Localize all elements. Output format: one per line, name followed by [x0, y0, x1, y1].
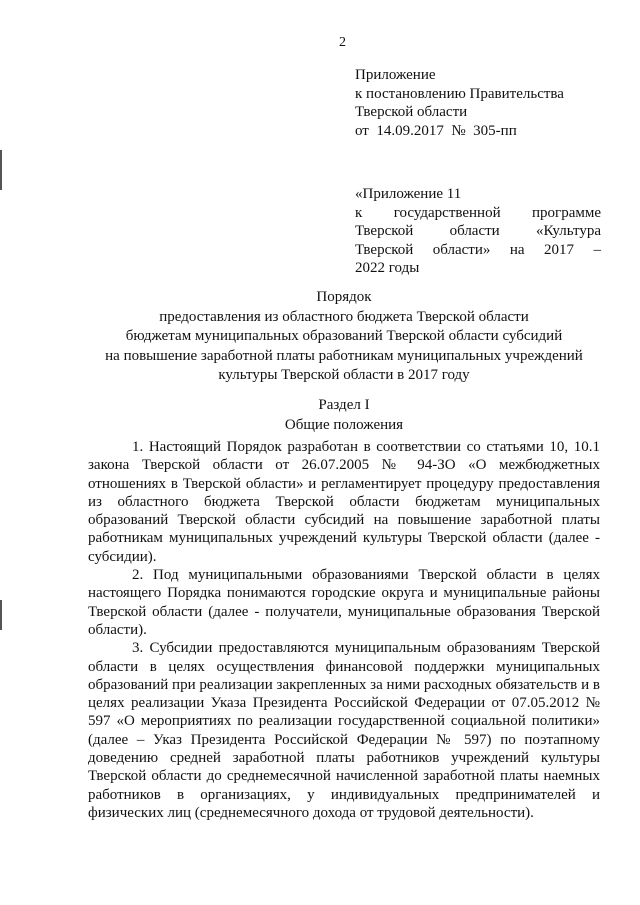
title-heading: Порядок — [316, 289, 372, 305]
section-name: Общие положения — [284, 416, 404, 433]
section-heading — [84, 396, 604, 435]
program-attachment-line: «Приложение 11 — [355, 186, 462, 202]
program-attachment-line: Тверской области» на 2017 – — [355, 241, 601, 258]
attachment-block — [355, 66, 601, 140]
section-number: Раздел I — [318, 397, 370, 413]
program-attachment-line: к государственной программе — [355, 204, 601, 221]
paragraph: 1. Настоящий Порядок разработан в соответствии со статьями 10, 10.1 закона Тверской области от 26.07.2005 № 94-ЗО «О межбюджетных отношениях в Тверской области» и регламентирует процедуру предоставления из областного бюджета Тверской области бюджетам муниципальных образований Тверской области субсидий на повышение заработной платы работникам муниципальных учреждений культуры Тверской области (далее - субсидии). — [88, 439, 600, 565]
document-body — [88, 438, 600, 822]
scan-edge-mark — [0, 600, 2, 630]
title-line: культуры Тверской области в 2017 году — [218, 367, 470, 383]
page-number: 2 — [339, 35, 346, 50]
paragraph: 2. Под муниципальными образованиями Тверской области в целях настоящего Порядка понимаются городские округа и муниципальные районы Тверской области (далее - получатели, муниципальные образования Тверской области). — [88, 567, 600, 638]
program-attachment-line: Тверской области «Культура — [355, 223, 601, 239]
title-line: предоставления из областного бюджета Тверской области — [159, 308, 529, 325]
title-line: на повышение заработной платы работникам муниципальных учреждений — [105, 347, 583, 364]
program-attachment-line: 2022 годы — [355, 260, 420, 276]
document-title — [84, 288, 604, 386]
attachment-line: Тверской области — [355, 104, 468, 120]
program-attachment-block — [355, 185, 601, 278]
attachment-line: Приложение — [355, 67, 436, 83]
scan-edge-mark — [0, 150, 2, 190]
attachment-line: к постановлению Правительства — [355, 85, 564, 102]
title-line: бюджетам муниципальных образований Тверской области субсидий — [125, 328, 563, 344]
attachment-line: от 14.09.2017 № 305-пп — [355, 122, 517, 139]
paragraph: 3. Субсидии предоставляются муниципальным образованиям Тверской области в целях осуществления финансовой поддержки муниципальных образований при реализации закрепленных за ними расходных обязательств и в целях реализации Указа Президента Российской Федерации от 07.05.2012 № 597 «О мероприятиях по реализации государственной социальной политики» (далее – Указ Президента Российской Федерации № 597) по поэтапному доведению средней заработной платы работников учреждений культуры Тверской области до среднемесячной начисленной заработной платы наемных работников в организациях, у индивидуальных предпринимателей и физических лиц (среднемесячного дохода от трудовой деятельности). — [88, 640, 600, 821]
